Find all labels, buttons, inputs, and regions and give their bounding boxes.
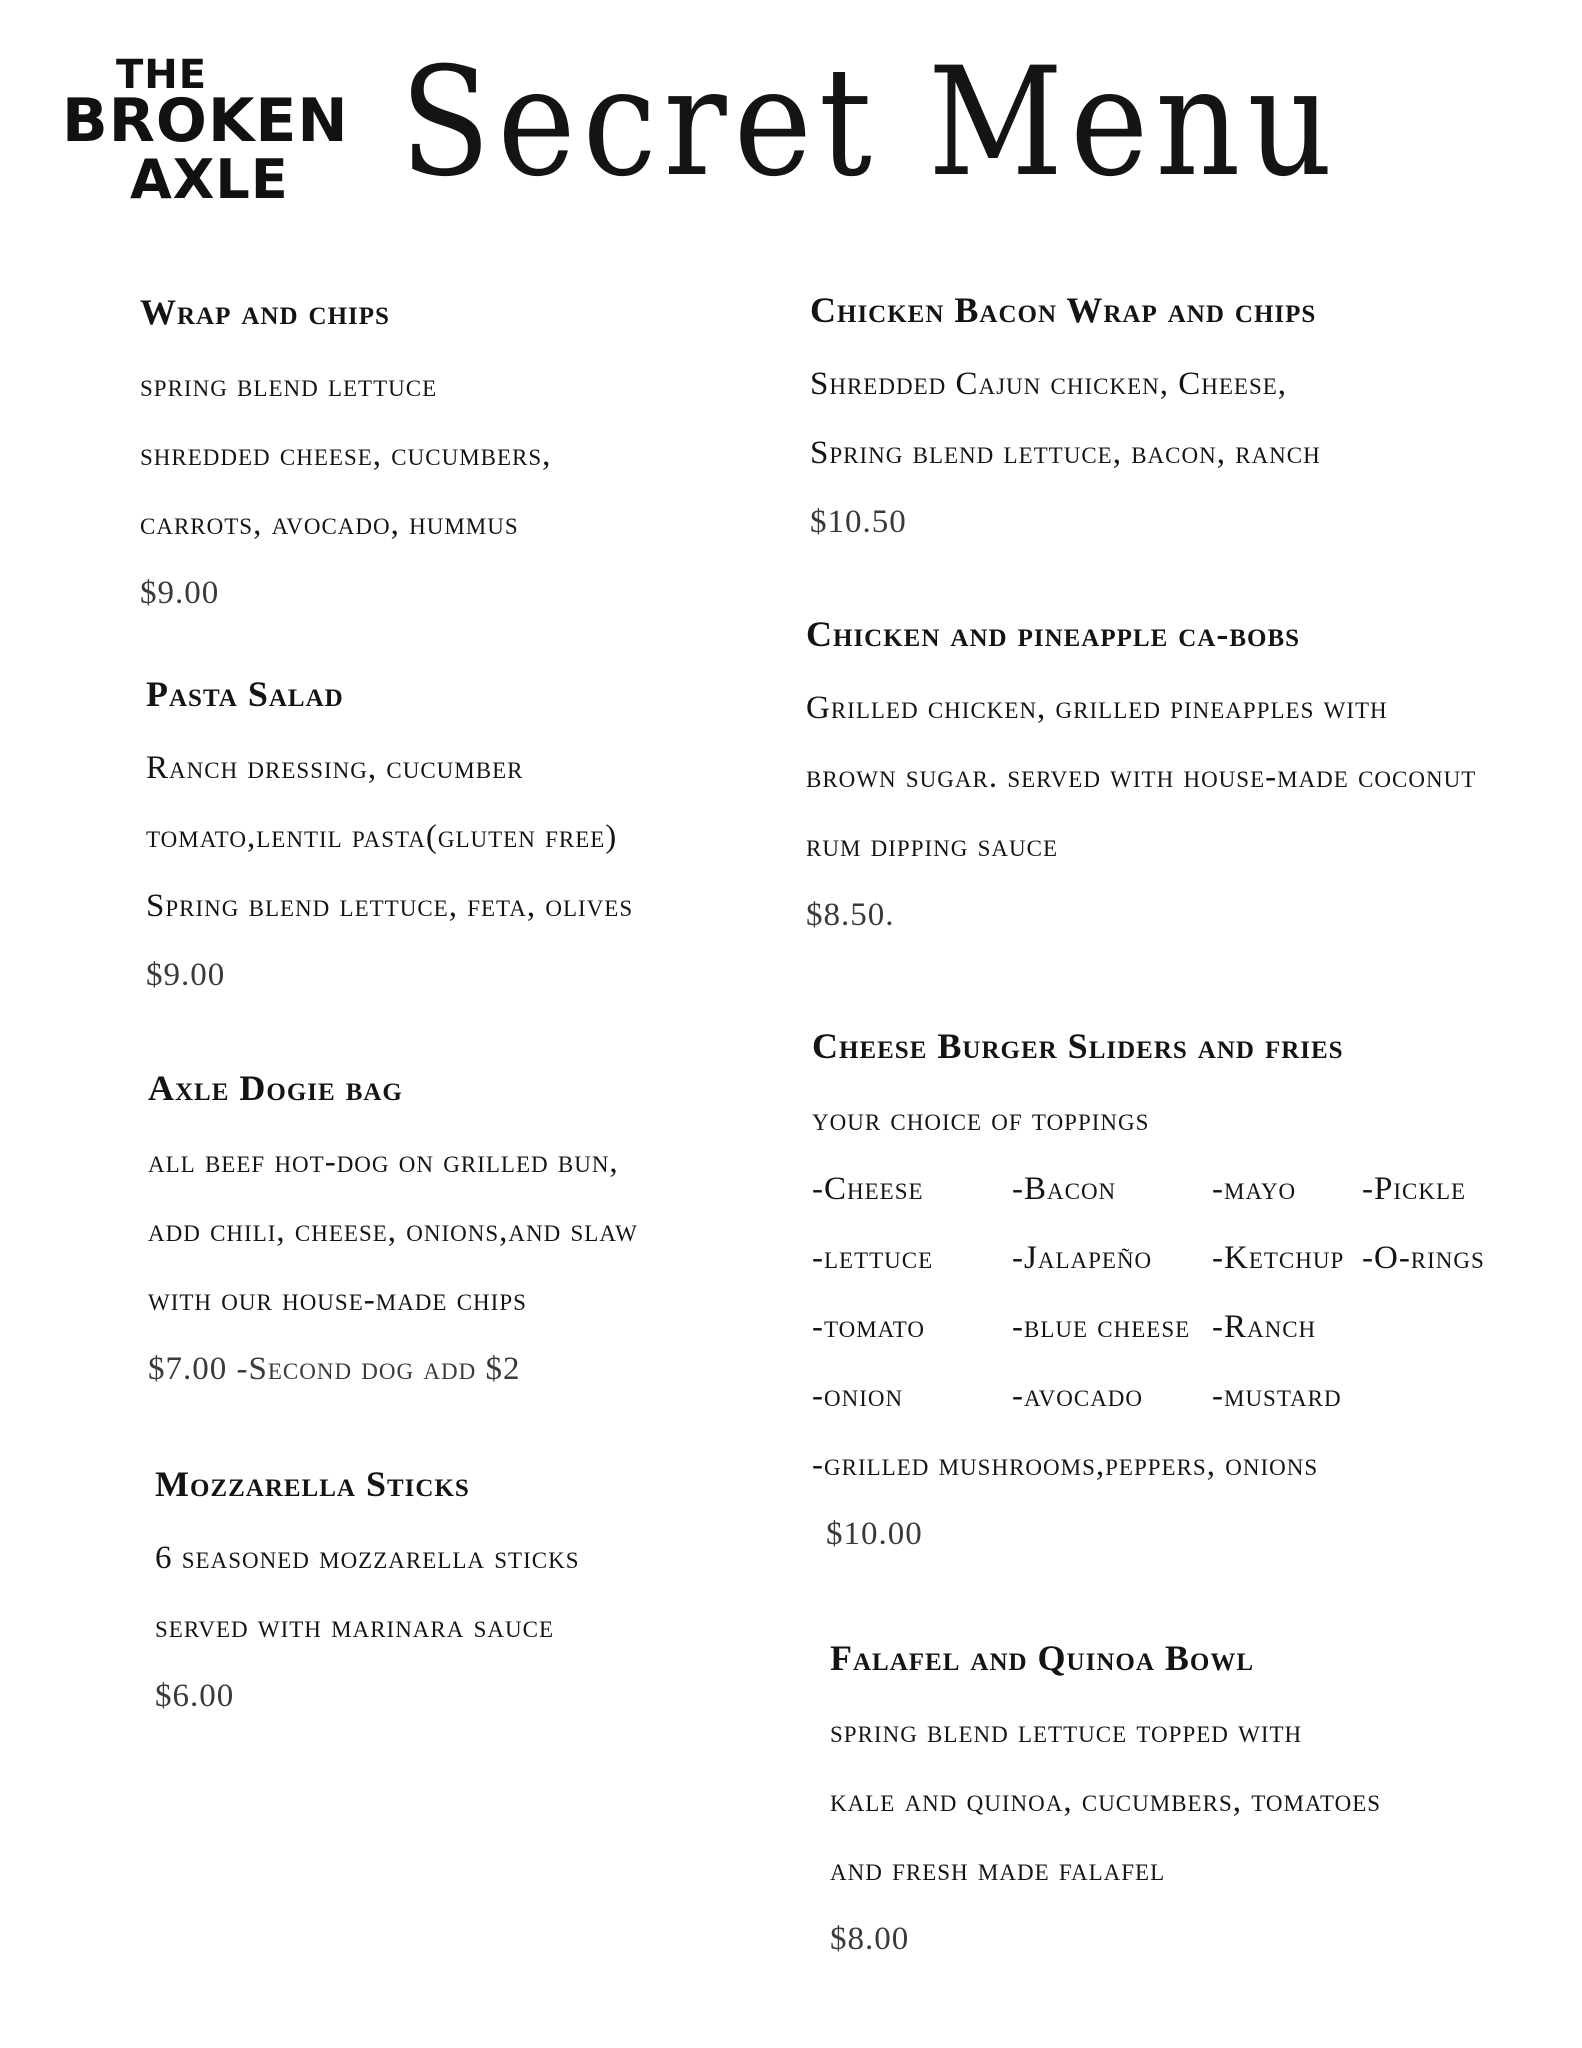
item-description-line: Spring blend lettuce, feta, olives: [146, 888, 634, 924]
logo-line-2: BROKEN: [62, 86, 349, 156]
item-name: Wrap and chips: [140, 292, 390, 332]
item-description-line: brown sugar. served with house-made coconut: [806, 759, 1477, 795]
item-price: $8.00: [830, 1921, 910, 1957]
item-name: Chicken and pineapple ca-bobs: [806, 614, 1301, 654]
item-name: Cheese Burger Sliders and fries: [812, 1026, 1344, 1066]
item-price: $10.50: [810, 504, 907, 540]
item-description-line: served with marinara sauce: [155, 1609, 555, 1645]
page-title: Secret Menu: [400, 36, 1340, 210]
menu-item-mozzarella-sticks: [155, 1454, 875, 1731]
topping-cheese: -Cheese: [812, 1171, 924, 1207]
item-price: $8.50.: [806, 897, 895, 933]
topping-jalapeno: -Jalapeño: [1012, 1240, 1153, 1276]
item-description-line: Spring blend lettuce, bacon, ranch: [810, 435, 1321, 471]
item-description-line: with our house-made chips: [148, 1282, 527, 1318]
toppings-grid: [812, 1155, 1532, 1431]
item-description-line: your choice of toppings: [812, 1102, 1150, 1138]
item-description-line: carrots, avocado, hummus: [140, 506, 519, 542]
logo-line-1: THE: [116, 52, 208, 98]
topping-bacon: -Bacon: [1012, 1171, 1117, 1207]
broken-axle-logo: [62, 52, 349, 212]
item-name: Falafel and Quinoa Bowl: [830, 1638, 1255, 1678]
item-description-line: Ranch dressing, cucumber: [146, 750, 524, 786]
topping-mustard: -mustard: [1212, 1378, 1342, 1414]
item-price: $7.00 -Second dog add $2: [148, 1351, 521, 1387]
menu-item-wrap-and-chips: [140, 282, 860, 628]
item-description-line: shredded cheese, cucumbers,: [140, 437, 552, 473]
topping-o-rings: -O-rings: [1362, 1240, 1485, 1276]
item-description-line: spring blend lettuce topped with: [830, 1714, 1303, 1750]
item-description-line: all beef hot-dog on grilled bun,: [148, 1144, 619, 1180]
menu-item-chicken-bacon-wrap: [810, 280, 1530, 557]
menu-item-cheese-burger-sliders: [812, 1016, 1532, 1569]
topping-empty: [1362, 1362, 1512, 1431]
item-description-line: tomato,lentil pasta(gluten free): [146, 819, 618, 855]
item-name: Mozzarella Sticks: [155, 1464, 470, 1504]
topping-avocado: -avocado: [1012, 1378, 1144, 1414]
menu-item-axle-dogie-bag: [148, 1058, 868, 1404]
item-name: Axle Dogie bag: [148, 1068, 403, 1108]
item-description-line: Grilled chicken, grilled pineapples with: [806, 690, 1388, 726]
topping-pickle: -Pickle: [1362, 1171, 1467, 1207]
menu-item-pasta-salad: [146, 664, 866, 1010]
logo-line-3: AXLE: [130, 148, 289, 211]
item-price: $9.00: [140, 575, 220, 611]
item-name: Pasta Salad: [146, 674, 344, 714]
item-name: Chicken Bacon Wrap and chips: [810, 290, 1317, 330]
topping-mayo: -mayo: [1212, 1171, 1297, 1207]
item-description-line: and fresh made falafel: [830, 1852, 1166, 1888]
item-price: $10.00: [826, 1516, 923, 1552]
topping-lettuce: -lettuce: [812, 1240, 934, 1276]
topping-ranch: -Ranch: [1212, 1309, 1317, 1345]
topping-tomato: -tomato: [812, 1309, 925, 1345]
menu-item-falafel-quinoa-bowl: [830, 1628, 1550, 1974]
item-price: $9.00: [146, 957, 226, 993]
item-description-line: kale and quinoa, cucumbers, tomatoes: [830, 1783, 1382, 1819]
item-description-line: 6 seasoned mozzarella sticks: [155, 1540, 580, 1576]
menu-item-chicken-pineapple-cabobs: [806, 604, 1526, 950]
item-description-line: -grilled mushrooms,peppers, onions: [812, 1447, 1319, 1483]
topping-ketchup: -Ketchup: [1212, 1240, 1345, 1276]
item-description-line: spring blend lettuce: [140, 368, 438, 404]
item-description-line: add chili, cheese, onions,and slaw: [148, 1213, 638, 1249]
topping-onion: -onion: [812, 1378, 904, 1414]
item-price: $6.00: [155, 1678, 235, 1714]
topping-blue-cheese: -blue cheese: [1012, 1309, 1191, 1345]
item-description-line: rum dipping sauce: [806, 828, 1059, 864]
topping-empty: [1362, 1293, 1512, 1362]
item-description-line: Shredded Cajun chicken, Cheese,: [810, 366, 1288, 402]
